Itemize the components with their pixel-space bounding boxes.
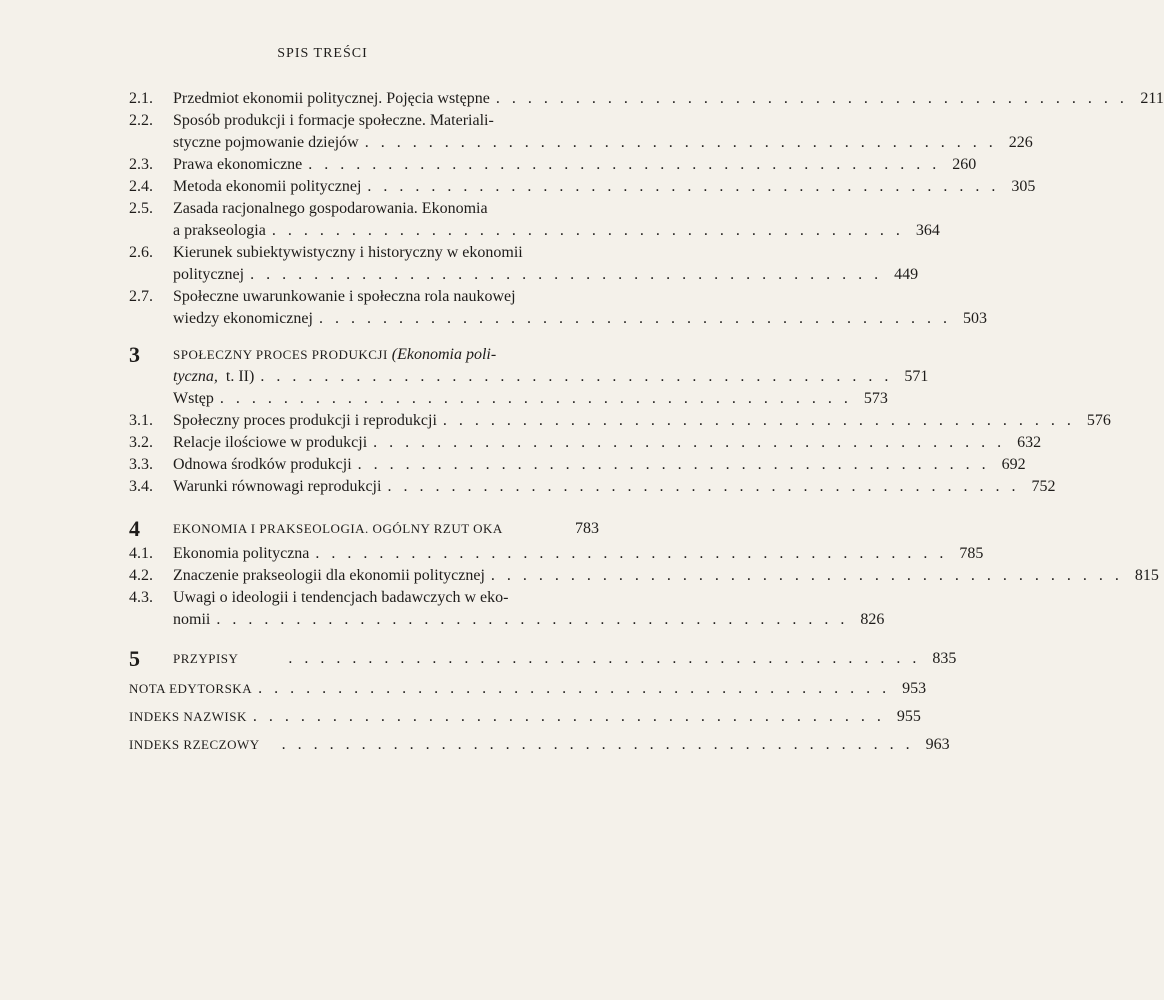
entry-page: 785 (959, 545, 984, 562)
entry-title-cont: nomii (173, 611, 211, 628)
entry-title: Sposób produkcji i formacje społeczne. Materiali- (173, 112, 494, 129)
leader-dots: . . . . . . . . . . . . . . . . . . . . . . . . . . . . . . . . . . . . . . . . (387, 478, 1020, 495)
entry-page: 364 (915, 222, 940, 239)
entry-title: Ekonomia polityczna (173, 545, 310, 562)
entry-number: 2.3. (129, 156, 153, 173)
entry-page: 815 (1134, 567, 1159, 584)
leader-dots: . . . . . . . . . . . . . . . . . . . . . . . . . . . . . . . . . . . . . . . . (364, 134, 997, 151)
chapter-title-caps: SPOŁECZNY PROCES PRODUKCJI (173, 347, 388, 362)
entry-page: 752 (1031, 478, 1056, 495)
entry-number: 2.1. (129, 90, 153, 107)
chapter-page: 783 (575, 520, 599, 537)
toc-entry-2-7-cont (129, 308, 987, 330)
entry-title: Metoda ekonomii politycznej (173, 178, 362, 195)
entry-page: 449 (894, 266, 919, 283)
toc-entry-2-5-cont (129, 220, 940, 242)
entry-page: 573 (863, 390, 888, 407)
entry-title: Warunki równowagi reprodukcji (173, 478, 382, 495)
entry-number: 2.2. (129, 112, 153, 129)
entry-title: Przedmiot ekonomii politycznej. Pojęcia wstępne (173, 90, 490, 107)
leader-dots: . . . . . . . . . . . . . . . . . . . . . . . . . . . . . . . . . . . . . . . . (271, 222, 904, 239)
entry-page: 576 (1086, 412, 1111, 429)
chapter-title-cont (173, 366, 254, 388)
leader-dots: . . . . . . . . . . . . . . . . . . . . . . . . . . . . . . . . . . . . . . . . (252, 708, 885, 725)
leader-dots: . . . . . . . . . . . . . . . . . . . . . . . . . . . . . . . . . . . . . . . . (315, 545, 948, 562)
chapter-title-italic: (Ekonomia poli- (391, 346, 497, 363)
leader-dots: . . . . . . . . . . . . . . . . . . . . . . . . . . . . . . . . . . . . . . . . (260, 368, 893, 385)
leader-dots: . . . . . . . . . . . . . . . . . . . . . . . . . . . . . . . . . . . . . . . . (216, 611, 849, 628)
chapter-title (173, 344, 599, 366)
leader-dots: . . . . . . . . . . . . . . . . . . . . . . . . . . . . . . . . . . . . . . . . (367, 178, 1000, 195)
back-matter-title: INDEKS NAZWISK (129, 709, 247, 724)
toc-entry-3-4 (129, 476, 1056, 498)
toc-chapter-5 (129, 646, 957, 671)
entry-page: 503 (962, 310, 987, 327)
back-matter-title: NOTA EDYTORSKA (129, 681, 253, 696)
chapter-title: EKONOMIA I PRAKSEOLOGIA. OGÓLNY RZUT OKA (173, 521, 503, 536)
chapter-page: 571 (904, 368, 929, 385)
chapter-number: 5 (129, 646, 140, 671)
toc-entry-wstep (129, 388, 888, 410)
entry-title: Relacje ilościowe w produkcji (173, 434, 368, 451)
entry-number: 4.3. (129, 589, 153, 606)
toc-entry-2-7 (129, 286, 599, 308)
chapter-number: 4 (129, 516, 140, 541)
leader-dots: . . . . . . . . . . . . . . . . . . . . . . . . . . . . . . . . . . . . . . . . (495, 90, 1128, 107)
toc-entry-3-1 (129, 410, 1111, 432)
entry-number: 2.5. (129, 200, 153, 217)
toc-entry-2-2-cont (129, 132, 1033, 154)
entry-title-cont: styczne pojmowanie dziejów (173, 134, 359, 151)
leader-dots: . . . . . . . . . . . . . . . . . . . . . . . . . . . . . . . . . . . . . . . . (373, 434, 1006, 451)
entry-title: Kierunek subiektywistyczny i historyczny w ekonomii (173, 244, 523, 261)
chapter-page: 835 (932, 650, 957, 667)
leader-dots: . . . . . . . . . . . . . . . . . . . . . . . . . . . . . . . . . . . . . . . . (281, 736, 914, 753)
chapter-title-tail: t. II) (225, 368, 255, 385)
toc-entry-2-5 (129, 198, 599, 220)
running-head: SPIS TREŚCI (277, 46, 368, 61)
toc-entry-2-6-cont (129, 264, 919, 286)
entry-page: 211 (1140, 90, 1164, 107)
entry-number: 3.1. (129, 412, 153, 429)
leader-dots: . . . . . . . . . . . . . . . . . . . . . . . . . . . . . . . . . . . . . . . . (442, 412, 1075, 429)
entry-page: 826 (860, 611, 885, 628)
entry-page: 260 (952, 156, 977, 173)
toc-indeks-nazwisk (129, 706, 921, 728)
toc-nota-edytorska (129, 678, 927, 700)
entry-title: Uwagi o ideologii i tendencjach badawczych w eko- (173, 589, 509, 606)
entry-number: 2.7. (129, 288, 153, 305)
back-matter-title: INDEKS RZECZOWY (129, 737, 260, 752)
toc-entry-4-3 (129, 587, 599, 609)
toc-entry-3-3 (129, 454, 1026, 476)
chapter-title-italic-2: tyczna, (173, 368, 218, 385)
entry-number: 3.2. (129, 434, 153, 451)
leader-dots: . . . . . . . . . . . . . . . . . . . . . . . . . . . . . . . . . . . . . . . . (258, 680, 891, 697)
entry-number: 4.1. (129, 545, 153, 562)
chapter-number: 3 (129, 342, 140, 367)
leader-dots: . . . . . . . . . . . . . . . . . . . . . . . . . . . . . . . . . . . . . . . . (308, 156, 941, 173)
entry-page: 305 (1011, 178, 1036, 195)
entry-title: Odnowa środków produkcji (173, 456, 352, 473)
toc-entry-2-2 (129, 110, 599, 132)
toc-indeks-rzeczowy (129, 734, 950, 756)
entry-title-cont: a prakseologia (173, 222, 266, 239)
toc-entry-2-1 (129, 88, 1164, 110)
toc-entry-4-2 (129, 565, 1159, 587)
leader-dots: . . . . . . . . . . . . . . . . . . . . . . . . . . . . . . . . . . . . . . . . (250, 266, 883, 283)
entry-title: Wstęp (173, 390, 214, 407)
toc-entry-3-2 (129, 432, 1042, 454)
leader-dots: . . . . . . . . . . . . . . . . . . . . . . . . . . . . . . . . . . . . . . . . (318, 310, 951, 327)
chapter-title: PRZYPISY (173, 651, 239, 666)
toc-chapter-3 (129, 344, 599, 366)
entry-page: 632 (1017, 434, 1042, 451)
entry-number: 3.3. (129, 456, 153, 473)
leader-dots: . . . . . . . . . . . . . . . . . . . . . . . . . . . . . . . . . . . . . . . . (490, 567, 1123, 584)
entry-title: Społeczny proces produkcji i reprodukcji (173, 412, 437, 429)
back-matter-page: 953 (902, 680, 927, 697)
entry-page: 226 (1008, 134, 1033, 151)
leader-dots: . . . . . . . . . . . . . . . . . . . . . . . . . . . . . . . . . . . . . . . . (357, 456, 990, 473)
entry-title-cont: wiedzy ekonomicznej (173, 310, 313, 327)
entry-title: Znaczenie prakseologii dla ekonomii politycznej (173, 567, 485, 584)
toc-entry-2-3 (129, 154, 977, 176)
leader-dots: . . . . . . . . . . . . . . . . . . . . . . . . . . . . . . . . . . . . . . . . (219, 390, 852, 407)
entry-number: 2.4. (129, 178, 153, 195)
entry-title-cont: politycznej (173, 266, 245, 283)
toc-entry-4-1 (129, 543, 984, 565)
toc-entry-2-4 (129, 176, 1036, 198)
toc-chapter-3-cont (129, 366, 929, 388)
entry-title: Prawa ekonomiczne (173, 156, 303, 173)
toc-entry-4-3-cont (129, 609, 885, 631)
entry-title: Społeczne uwarunkowanie i społeczna rola naukowej (173, 288, 516, 305)
leader-dots: . . . . . . . . . . . . . . . . . . . . . . . . . . . . . . . . . . . . . . . . (288, 650, 921, 667)
entry-title: Zasada racjonalnego gospodarowania. Ekonomia (173, 200, 488, 217)
entry-number: 3.4. (129, 478, 153, 495)
entry-page: 692 (1001, 456, 1026, 473)
toc-chapter-4 (129, 518, 599, 540)
entry-number: 2.6. (129, 244, 153, 261)
back-matter-page: 955 (896, 708, 921, 725)
entry-number: 4.2. (129, 567, 153, 584)
back-matter-page: 963 (925, 736, 950, 753)
toc-entry-2-6 (129, 242, 599, 264)
